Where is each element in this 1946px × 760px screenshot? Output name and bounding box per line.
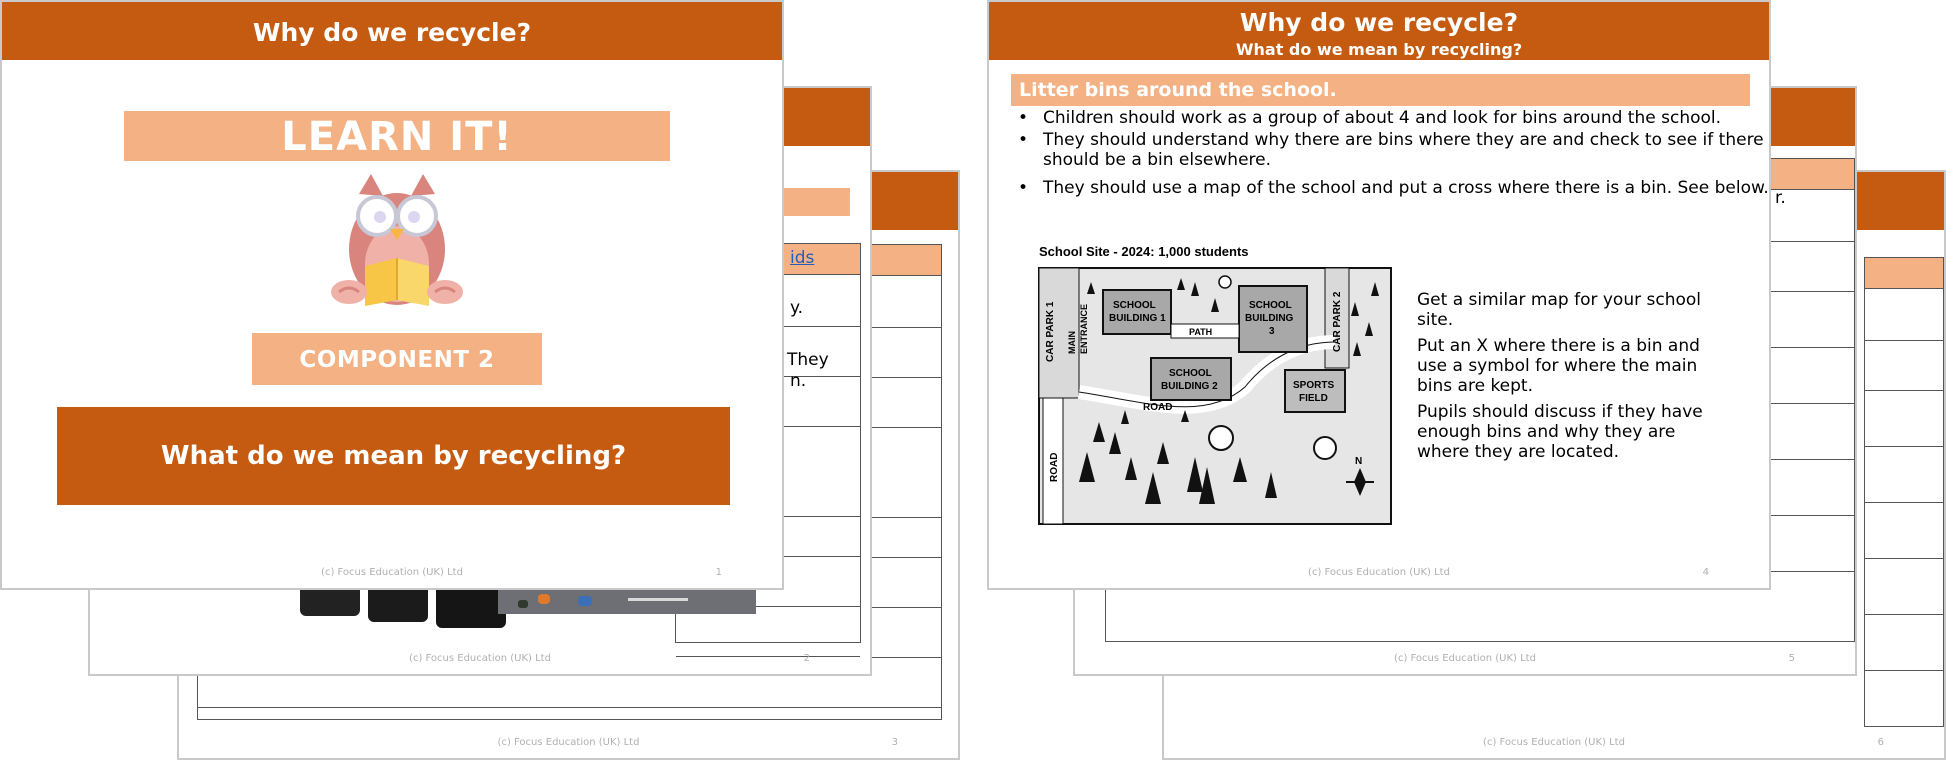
table-header [1865,258,1943,289]
bullet-item: • They should use a map of the school and put a cross where there is a bin. See below. [1043,178,1771,198]
bullet-item: • Children should work as a group of about 4 and look for bins around the school. [1043,108,1771,128]
slide-1-footer: (c) Focus Education (UK) Ltd [321,567,463,578]
slide-4-section-header: Litter bins around the school. [1011,74,1750,106]
slide-1-title-bar [2,2,782,60]
map-label-building-1a: SCHOOL [1113,300,1156,311]
map-label-building-3b: BUILDING [1245,313,1294,324]
slide-2-text-b: They [787,350,829,370]
slide-4-title: Why do we recycle? [1239,8,1519,37]
slide-3-footer: (c) Focus Education (UK) Ltd [497,737,640,748]
slide-4[interactable] [987,0,1771,590]
map-label-entrance: ENTRANCE [1079,303,1089,354]
slide-2-link[interactable]: ids [790,248,815,268]
slide-4-side-notes [1417,290,1717,468]
map-label-field: FIELD [1299,393,1328,404]
learn-it-banner: LEARN IT! [124,111,670,161]
slide-5-text-fragment: r. [1775,188,1786,208]
map-label-building-2b: BUILDING 2 [1161,381,1218,392]
slide-6-footer: (c) Focus Education (UK) Ltd [1483,737,1625,748]
slide-3-page-number: 3 [891,737,898,748]
map-label-car-park-1: CAR PARK 1 [1045,301,1056,362]
slide-2-text-a: y. [790,298,804,318]
slide-2-bins-photo [190,588,510,628]
slide-6-table [1864,257,1944,727]
table-row [1865,341,1943,391]
map-label-main: MAIN [1067,331,1077,354]
bullet-item: • They should understand why there are bins where they are and check to see if there should be a bin elsewhere. [1043,130,1771,170]
map-label-road-2: ROAD [1049,452,1060,482]
map-caption: School Site - 2024: 1,000 students [1039,244,1249,259]
map-label-car-park-2: CAR PARK 2 [1332,291,1343,352]
slide-2-text-c: n. [790,371,807,391]
owl-reading-icon [327,174,467,309]
slide-4-page-number: 4 [1702,567,1709,578]
slide-1-page-number: 1 [715,567,722,578]
map-label-path: PATH [1189,327,1213,337]
table-row [1865,447,1943,503]
table-row [1865,503,1943,559]
map-label-building-1b: BUILDING 1 [1109,313,1166,324]
table-row [1865,289,1943,341]
table-row [1865,391,1943,447]
slide-2-footer: (c) Focus Education (UK) Ltd [409,653,551,664]
table-row [1865,559,1943,615]
slide-6-page-number: 6 [1877,737,1884,748]
map-label-building-3a: SCHOOL [1249,300,1292,311]
slide-1-question: What do we mean by recycling? [57,407,730,505]
school-site-map [1035,242,1393,528]
slide-5-page-number: 5 [1788,653,1795,664]
slide-4-bullet-list [1011,108,1771,200]
table-row [676,607,860,657]
slide-1-title: Why do we recycle? [252,18,532,47]
table-row [1865,615,1943,671]
map-north-label: N [1355,456,1363,467]
slide-4-footer: (c) Focus Education (UK) Ltd [1308,567,1450,578]
side-note: Pupils should discuss if they have enough bins and why they are where they are located. [1417,402,1703,462]
side-note: Get a similar map for your school site. [1417,290,1702,330]
slide-2-page-number: 2 [803,653,810,664]
slide-2-litter-photo [498,588,756,614]
slide-4-subtitle: What do we mean by recycling? [1235,40,1523,59]
slide-1[interactable] [0,0,784,590]
slide-4-title-bar [989,2,1769,60]
component-banner: COMPONENT 2 [252,333,542,385]
map-label-sports: SPORTS [1293,380,1335,391]
slide-5-footer: (c) Focus Education (UK) Ltd [1394,653,1536,664]
side-note: Put an X where there is a bin and use a symbol for where the main bins are kept. [1417,336,1700,396]
map-label-building-3c: 3 [1269,326,1275,337]
map-label-building-2a: SCHOOL [1169,368,1212,379]
map-label-road-1: ROAD [1143,402,1173,413]
